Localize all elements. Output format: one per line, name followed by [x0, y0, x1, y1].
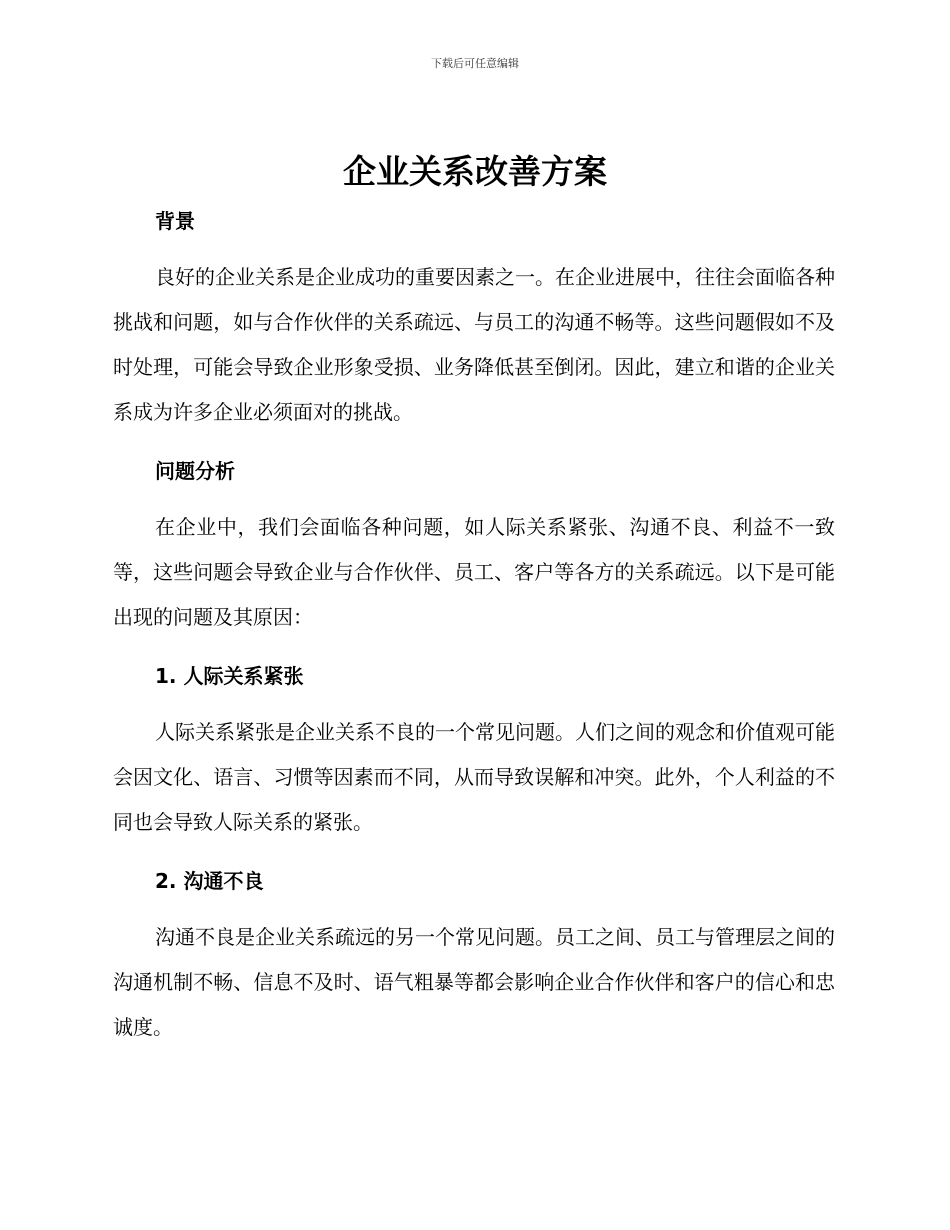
- section-paragraph-background: 良好的企业关系是企业成功的重要因素之一。在企业进展中，往往会面临各种挑战和问题，如与合作伙伴的关系疏远、与员工的沟通不畅等。这些问题假如不及时处理，可能会导致企业形象受损、业务降低甚至倒闭。因此，建立和谐的企业关系成为许多企业必须面对的挑战。: [113, 265, 835, 424]
- section-paragraph-analysis: 在企业中，我们会面临各种问题，如人际关系紧张、沟通不良、利益不一致等，这些问题会导致企业与合作伙伴、员工、客户等各方的关系疏远。以下是可能出现的问题及其原因：: [113, 515, 835, 629]
- section-paragraph-interpersonal: 人际关系紧张是企业关系不良的一个常见问题。人们之间的观念和价值观可能会因文化、语言、习惯等因素而不同，从而导致误解和冲突。此外，个人利益的不同也会导致人际关系的紧张。: [113, 720, 835, 834]
- document-body: [113, 200, 835, 1050]
- document-title: 企业关系改善方案: [343, 152, 607, 191]
- section-heading-communication: 2. 沟通不良: [155, 869, 264, 893]
- section-heading-analysis: 问题分析: [155, 459, 235, 483]
- header-note: 下载后可任意编辑: [431, 57, 519, 70]
- section-paragraph-communication: 沟通不良是企业关系疏远的另一个常见问题。员工之间、员工与管理层之间的沟通机制不畅、信息不及时、语气粗暴等都会影响企业合作伙伴和客户的信心和忠诚度。: [113, 925, 835, 1039]
- section-heading-interpersonal: 1. 人际关系紧张: [155, 664, 304, 688]
- section-heading-background: 背景: [155, 209, 195, 233]
